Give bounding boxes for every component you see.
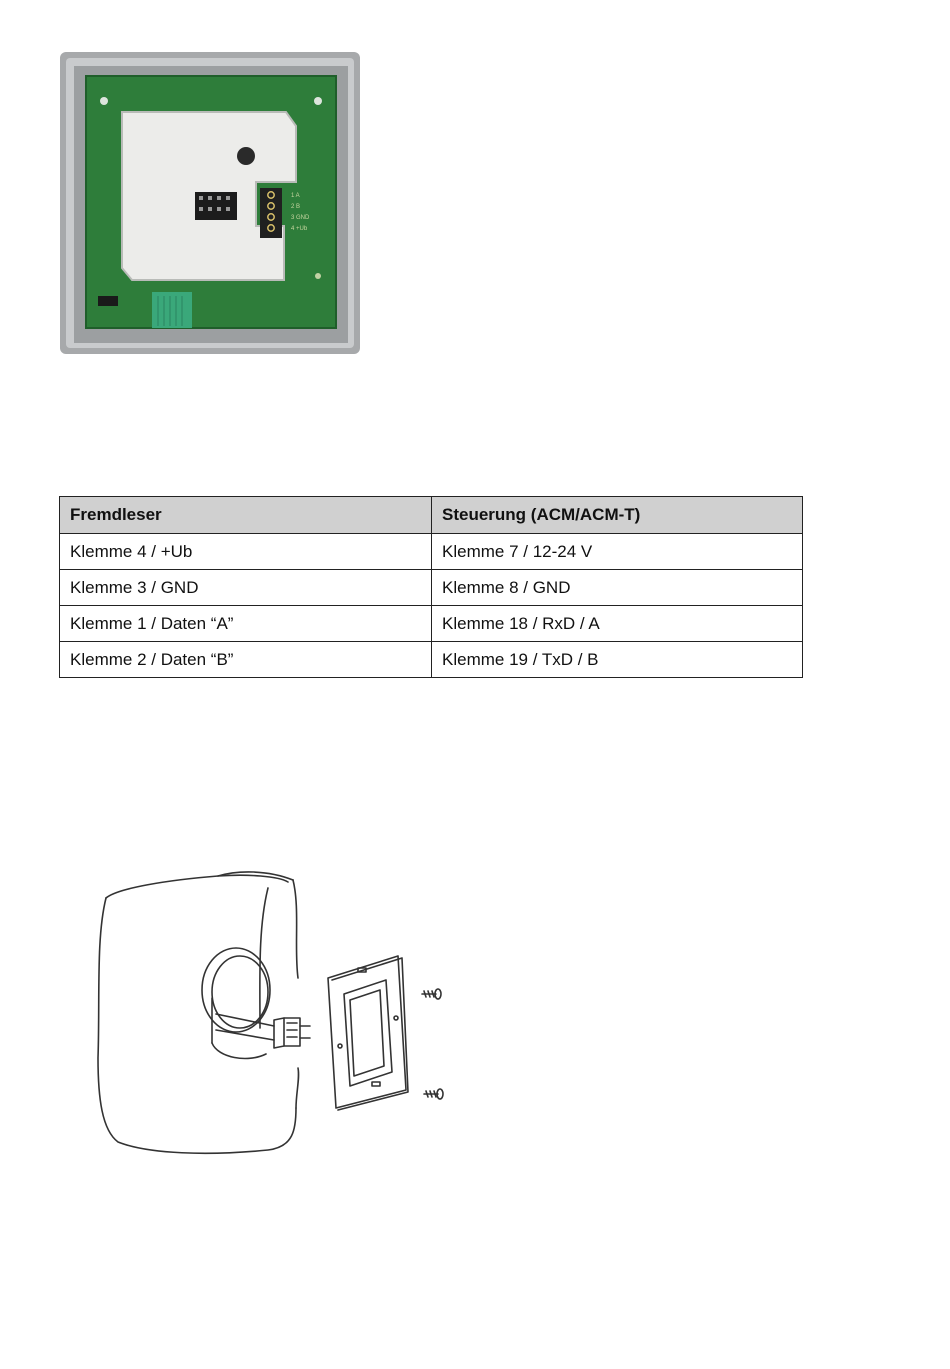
mounting-plate (328, 956, 408, 1110)
table-row (60, 570, 803, 606)
wiring-table (59, 496, 803, 678)
terminal-label: 1 A (291, 193, 300, 199)
terminal-label: 4 +Ub (291, 226, 308, 232)
table-row (60, 642, 803, 678)
screw-icon (424, 1089, 443, 1099)
column-header-steuerung: Steuerung (ACM/ACM-T) (432, 497, 803, 534)
mounting-diagram (88, 868, 453, 1160)
table-row (60, 606, 803, 642)
wall-block (98, 872, 299, 1153)
table-cell: Klemme 4 / +Ub (60, 534, 432, 570)
table-cell: Klemme 2 / Daten “B” (60, 642, 432, 678)
table-row (60, 534, 803, 570)
screw-icon (422, 989, 441, 999)
module-hole (237, 147, 255, 165)
table-cell: Klemme 19 / TxD / B (432, 642, 803, 678)
table-header-row (60, 497, 803, 534)
column-header-fremdleser: Fremdleser (60, 497, 432, 534)
terminal-label: 3 GND (291, 215, 310, 221)
table-cell: Klemme 18 / RxD / A (432, 606, 803, 642)
table-cell: Klemme 8 / GND (432, 570, 803, 606)
terminal-label: 2 B (291, 204, 301, 210)
reader-back-photo (60, 52, 360, 354)
table-cell: Klemme 7 / 12-24 V (432, 534, 803, 570)
table-cell: Klemme 3 / GND (60, 570, 432, 606)
table-cell: Klemme 1 / Daten “A” (60, 606, 432, 642)
